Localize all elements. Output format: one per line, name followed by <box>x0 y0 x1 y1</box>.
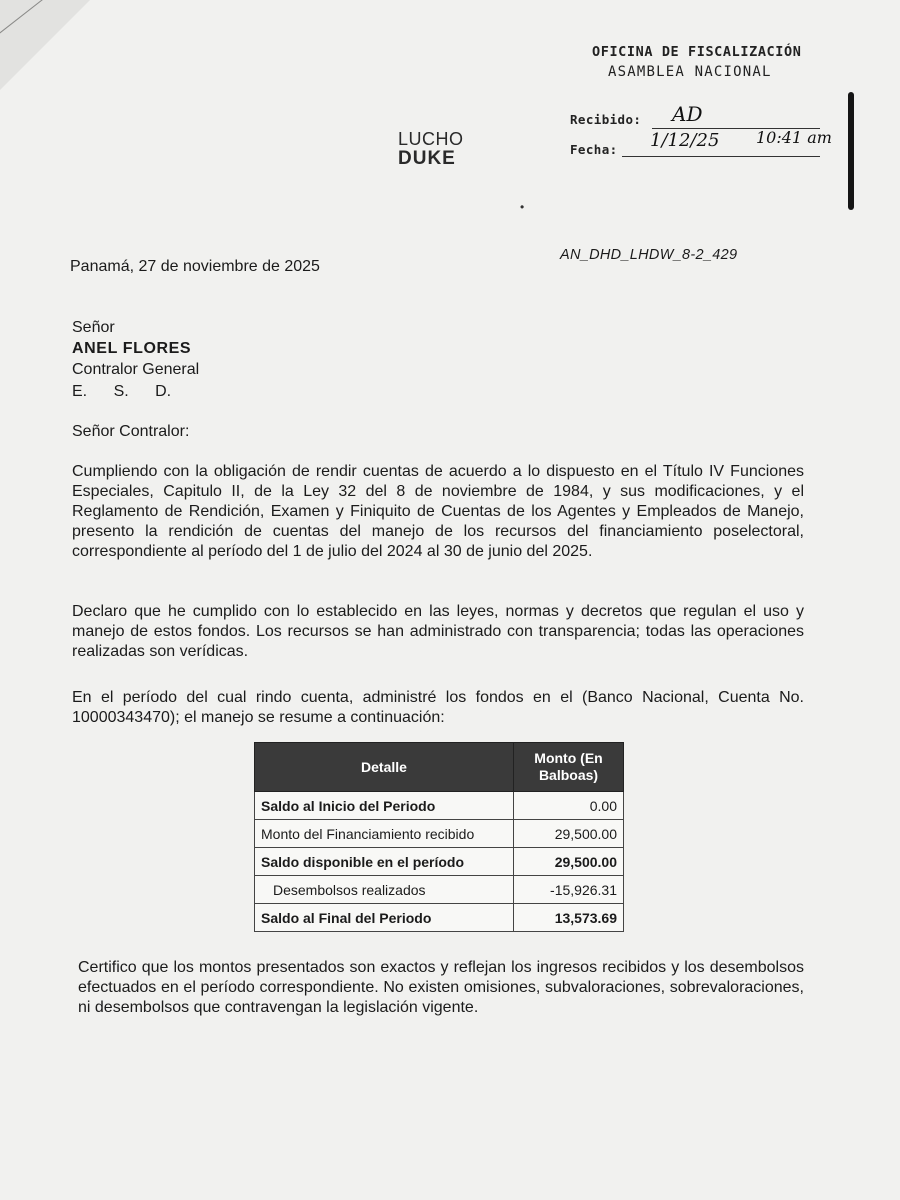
table-row <box>255 820 624 848</box>
row-label: Desembolsos realizados <box>255 876 514 904</box>
row-label: Saldo al Final del Periodo <box>255 904 514 932</box>
row-label: Monto del Financiamiento recibido <box>255 820 514 848</box>
stamp-assembly: ASAMBLEA NACIONAL <box>608 64 772 80</box>
received-signature: AD <box>672 102 703 126</box>
recipient-role: Contralor General <box>72 361 200 378</box>
folded-corner <box>0 0 90 90</box>
logo <box>398 130 464 168</box>
logo-line1: LUCHO <box>398 129 464 149</box>
document-reference: AN_DHD_LHDW_8-2_429 <box>560 247 738 263</box>
row-amount: -15,926.31 <box>514 876 624 904</box>
row-amount: 29,500.00 <box>514 820 624 848</box>
stamp-date-handwritten: 1/12/25 <box>650 130 720 151</box>
logo-line2: DUKE <box>398 148 456 169</box>
paragraph-4: Certifico que los montos presentados son exactos y reflejan los ingresos recibidos y los desembolsos efectuados en el período correspondiente. No existen omisiones, subvaloraciones, sobrevaloraciones, ni desembolsos que contravengan la legislación vigente. <box>78 959 804 1016</box>
salutation-title: Señor <box>72 319 115 336</box>
row-amount: 13,573.69 <box>514 904 624 932</box>
header-amount: Monto (En Balboas) <box>514 743 624 792</box>
date-line <box>622 156 820 157</box>
stamp-time-handwritten: 10:41 am <box>756 128 832 147</box>
table-row <box>255 848 624 876</box>
table-row <box>255 876 624 904</box>
row-label: Saldo disponible en el período <box>255 848 514 876</box>
paragraph-3: En el período del cual rindo cuenta, administré los fondos en el (Banco Nacional, Cuenta No. 10000343470); el manejo se resume a continuación: <box>72 689 804 726</box>
row-label: Saldo al Inicio del Periodo <box>255 792 514 820</box>
table-header-row <box>255 743 624 792</box>
stamp-date-label: Fecha: <box>570 142 618 157</box>
place-date: Panamá, 27 de noviembre de 2025 <box>70 258 320 275</box>
stamp-office: OFICINA DE FISCALIZACIÓN <box>592 44 802 60</box>
row-amount: 0.00 <box>514 792 624 820</box>
recipient-name: ANEL FLORES <box>72 340 192 357</box>
paragraph-1: Cumpliendo con la obligación de rendir cuentas de acuerdo a lo dispuesto en el Título IV Funciones Especiales, Capitulo II, de la Ley 32 del 8 de noviembre de 1984, y sus modificaciones, y el Reglamento de Rendición, Examen y Finiquito de Cuentas de los Agentes y Empleados de Manejo, presento la rendición de cuentas del manejo de los recursos del financiamiento poselectoral, correspondiente al período del 1 de julio del 2024 al 30 de junio del 2025. <box>72 463 804 560</box>
pen-dot-mark: • <box>520 200 525 214</box>
paragraph-2: Declaro que he cumplido con lo establecido en las leyes, normas y decretos que regulan el uso y manejo de estos fondos. Los recursos se han administrado con transparencia; todas las operaciones realizadas son verídicas. <box>72 603 804 660</box>
table-row <box>255 904 624 932</box>
table-row <box>255 792 624 820</box>
header-detail: Detalle <box>255 743 514 792</box>
greeting: Señor Contralor: <box>72 423 190 440</box>
esd-line: E. S. D. <box>72 383 172 400</box>
stamp-received-label: Recibido: <box>570 112 642 127</box>
pen-bracket-mark <box>848 92 854 210</box>
funds-summary-table <box>254 742 624 932</box>
row-amount: 29,500.00 <box>514 848 624 876</box>
